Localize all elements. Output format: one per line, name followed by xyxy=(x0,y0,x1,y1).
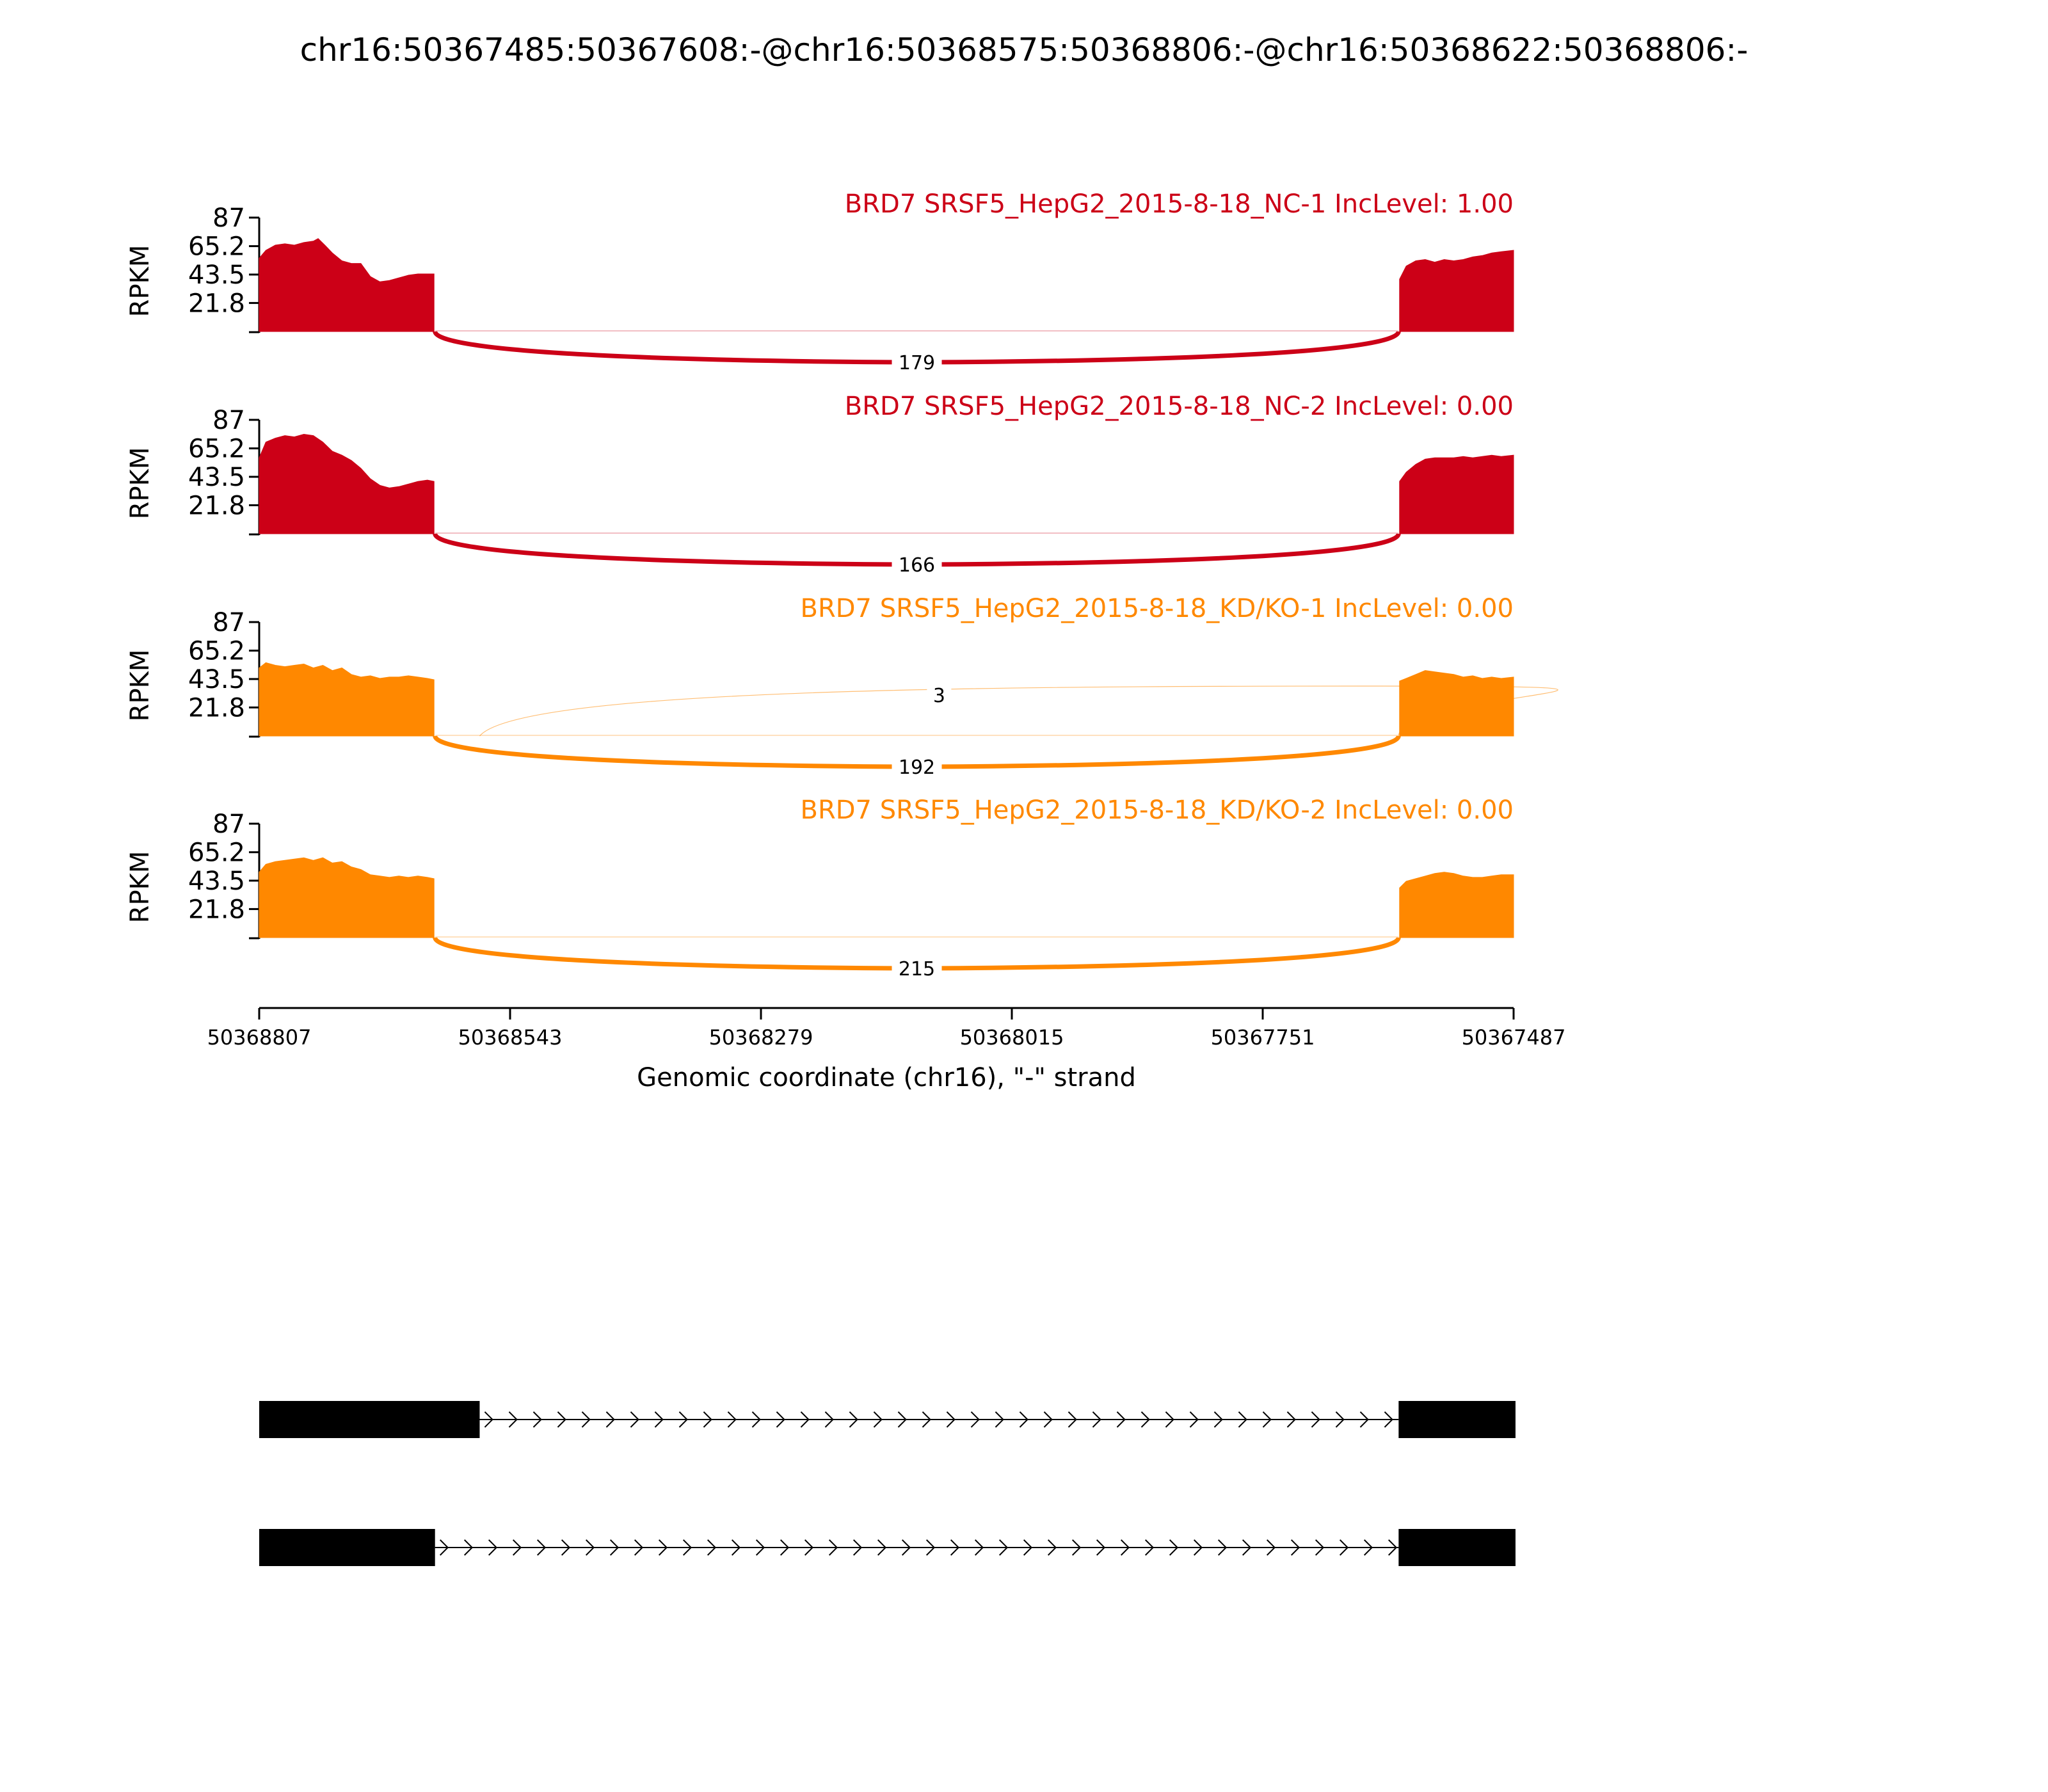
y-axis-label: RPKM xyxy=(125,649,155,722)
x-tick-label: 50367751 xyxy=(1210,1025,1315,1050)
exon-block xyxy=(1398,1401,1516,1438)
junction-count-label: 215 xyxy=(898,958,936,980)
junction-count-label: 3 xyxy=(932,685,945,708)
y-axis-label: RPKM xyxy=(125,851,155,924)
y-axis-label: RPKM xyxy=(125,447,155,520)
y-tick-label: 87 xyxy=(212,608,245,637)
plot-title: chr16:50367485:50367608:-@chr16:50368575:50368806:-@chr16:50368622:50368806:- xyxy=(300,31,1748,68)
sample-label: BRD7 SRSF5_HepG2_2015-8-18_KD/KO-2 IncLevel: 0.00 xyxy=(800,796,1514,825)
y-tick-label: 65.2 xyxy=(188,232,245,262)
x-axis-label: Genomic coordinate (chr16), "-" strand xyxy=(637,1063,1136,1092)
sample-label: BRD7 SRSF5_HepG2_2015-8-18_KD/KO-1 IncLevel: 0.00 xyxy=(800,594,1514,623)
coverage-intron xyxy=(435,936,1399,938)
y-tick-label: 87 xyxy=(212,204,245,233)
sample-label: BRD7 SRSF5_HepG2_2015-8-18_NC-2 IncLevel: 0.00 xyxy=(844,392,1514,421)
coverage-intron xyxy=(435,735,1399,736)
x-tick-label: 50368015 xyxy=(959,1025,1064,1050)
coverage-intron xyxy=(435,532,1399,534)
junction-count-label: 166 xyxy=(898,554,936,577)
exon-block xyxy=(259,1529,435,1566)
exon-block xyxy=(259,1401,479,1438)
coverage-downstream-exon xyxy=(1400,872,1514,938)
coverage-downstream-exon xyxy=(1400,455,1514,534)
y-tick-label: 21.8 xyxy=(188,693,245,723)
x-tick-label: 50367487 xyxy=(1461,1025,1566,1050)
x-tick-label: 50368279 xyxy=(708,1025,813,1050)
coverage-downstream-exon xyxy=(1400,671,1514,736)
junction-count-label: 179 xyxy=(898,352,936,374)
y-axis-label: RPKM xyxy=(125,244,155,317)
y-tick-label: 21.8 xyxy=(188,491,245,521)
y-tick-label: 43.5 xyxy=(188,463,245,492)
y-tick-label: 43.5 xyxy=(188,665,245,694)
y-tick-label: 21.8 xyxy=(188,289,245,319)
y-tick-label: 65.2 xyxy=(188,636,245,666)
y-tick-label: 87 xyxy=(212,810,245,839)
y-tick-label: 65.2 xyxy=(188,434,245,464)
junction-count-label: 192 xyxy=(898,756,936,779)
y-tick-label: 21.8 xyxy=(188,895,245,925)
y-tick-label: 43.5 xyxy=(188,260,245,290)
y-tick-label: 65.2 xyxy=(188,838,245,868)
coverage-downstream-exon xyxy=(1400,250,1514,332)
coverage-intron xyxy=(435,330,1399,332)
sample-label: BRD7 SRSF5_HepG2_2015-8-18_NC-1 IncLevel: 1.00 xyxy=(844,189,1514,219)
y-tick-label: 43.5 xyxy=(188,867,245,896)
y-tick-label: 87 xyxy=(212,406,245,435)
exon-block xyxy=(1398,1529,1516,1566)
x-tick-label: 50368543 xyxy=(458,1025,563,1050)
x-tick-label: 50368807 xyxy=(207,1025,312,1050)
